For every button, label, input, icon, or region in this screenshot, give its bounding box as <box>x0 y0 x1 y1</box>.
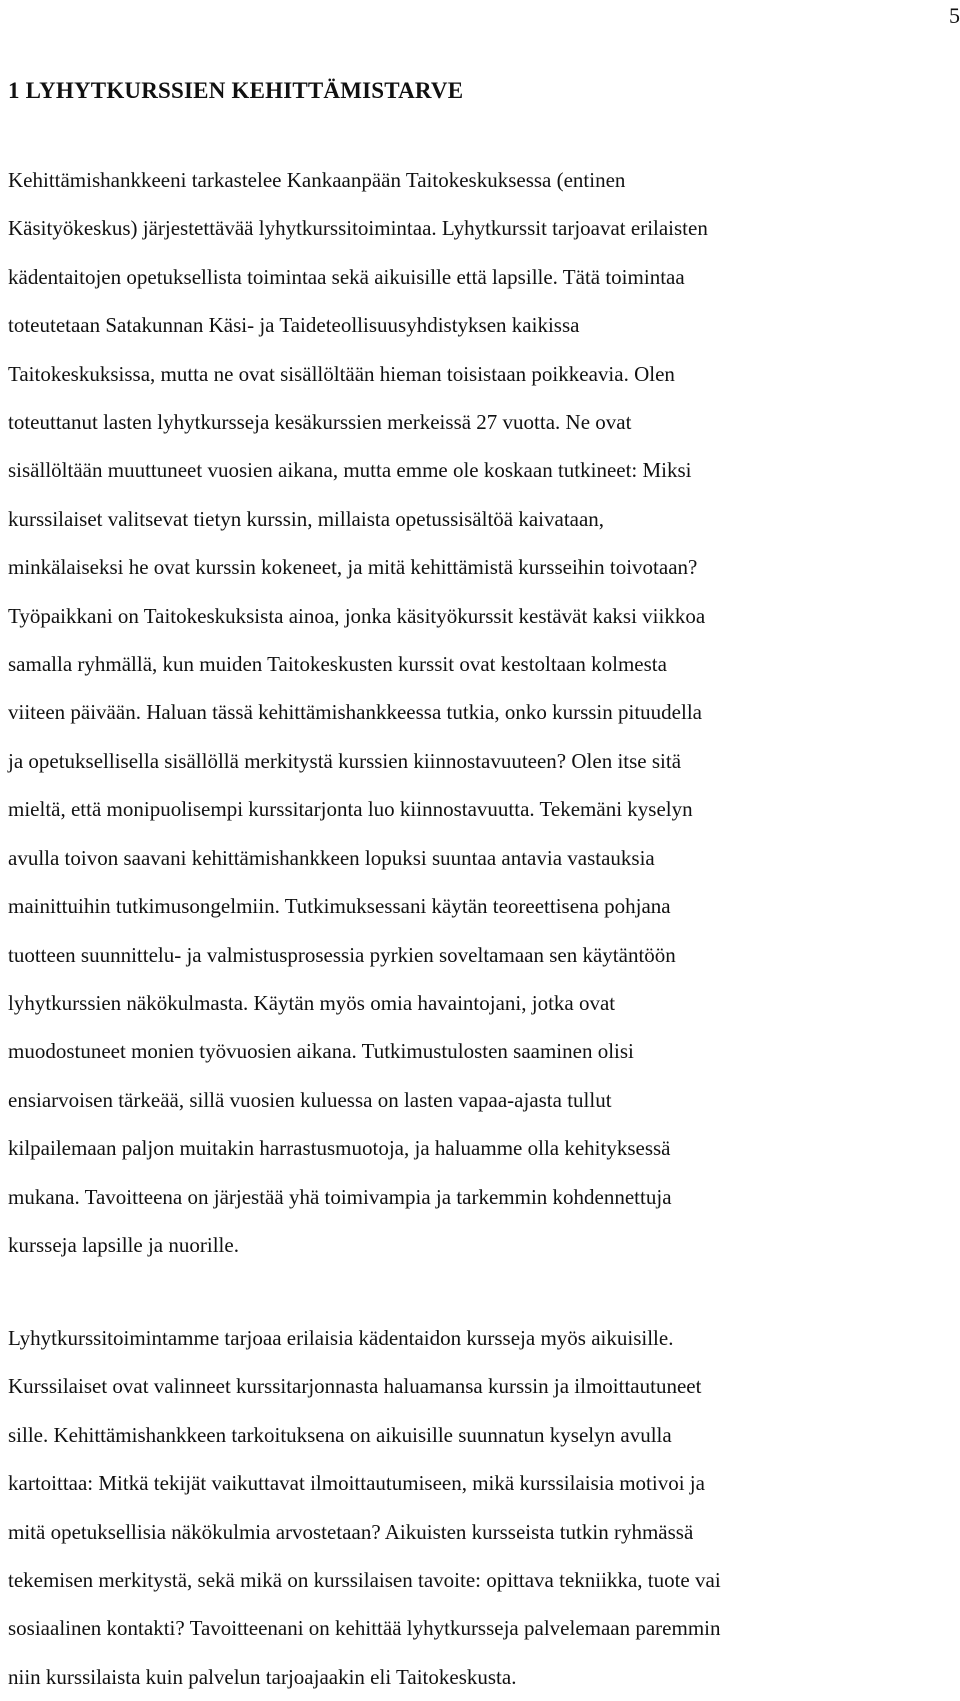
text-line: kursseja lapsille ja nuorille. <box>8 1232 239 1257</box>
text-line: ja opetuksellisella sisällöllä merkitystä kurssien kiinnostavuuteen? Olen itse sitä <box>8 748 682 773</box>
paragraph-1 <box>8 156 958 1269</box>
text-line: minkälaiseksi he ovat kurssin kokeneet, ja mitä kehittämistä kursseihin toivotaan? <box>8 555 698 580</box>
paragraph-2 <box>8 1314 958 1701</box>
text-line: kädentaitojen opetuksellista toimintaa sekä aikuisille että lapsille. Tätä toimintaa <box>8 264 685 289</box>
text-line: mieltä, että monipuolisempi kurssitarjonta luo kiinnostavuutta. Tekemäni kyselyn <box>8 797 693 822</box>
text-line: tuotteen suunnittelu- ja valmistusprosessia pyrkien soveltamaan sen käytäntöön <box>8 942 676 967</box>
page-number: 5 <box>949 3 960 28</box>
text-line: tekemisen merkitystä, sekä mikä on kurssilaisen tavoite: opittava tekniikka, tuote vai <box>8 1568 721 1593</box>
text-line: niin kurssilaista kuin palvelun tarjoajaakin eli Taitokeskusta. <box>8 1664 517 1689</box>
text-line: kartoittaa: Mitkä tekijät vaikuttavat ilmoittautumiseen, mikä kurssilaisia motivoi ja <box>8 1471 705 1496</box>
text-line: mitä opetuksellisia näkökulmia arvostetaan? Aikuisten kursseista tutkin ryhmässä <box>8 1519 694 1544</box>
text-line: sosiaalinen kontakti? Tavoitteenani on kehittää lyhytkursseja palvelemaan paremmin <box>8 1616 721 1641</box>
text-line: mainittuihin tutkimusongelmiin. Tutkimuksessani käytän teoreettisena pohjana <box>8 894 671 919</box>
text-line: ensiarvoisen tärkeää, sillä vuosien kuluessa on lasten vapaa-ajasta tullut <box>8 1087 612 1112</box>
section-heading: 1 LYHYTKURSSIEN KEHITTÄMISTARVE <box>8 78 464 103</box>
text-line: Lyhytkurssitoimintamme tarjoaa erilaisia kädentaidon kursseja myös aikuisille. <box>8 1326 674 1350</box>
text-line: Kurssilaiset ovat valinneet kurssitarjonnasta haluamansa kurssin ja ilmoittautuneet <box>8 1374 702 1399</box>
text-line: samalla ryhmällä, kun muiden Taitokeskusten kurssit ovat kestoltaan kolmesta <box>8 652 667 677</box>
text-line: sisällöltään muuttuneet vuosien aikana, mutta emme ole koskaan tutkineet: Miksi <box>8 458 692 483</box>
text-line: lyhytkurssien näkökulmasta. Käytän myös omia havaintojani, jotka ovat <box>8 990 616 1015</box>
text-line: kilpailemaan paljon muitakin harrastusmuotoja, ja haluamme olla kehityksessä <box>8 1136 671 1161</box>
text-line: toteuttanut lasten lyhytkursseja kesäkurssien merkeissä 27 vuotta. Ne ovat <box>8 410 632 435</box>
text-line: mukana. Tavoitteena on järjestää yhä toimivampia ja tarkemmin kohdennettuja <box>8 1184 672 1209</box>
text-line: kurssilaiset valitsevat tietyn kurssin, millaista opetussisältöä kaivataan, <box>8 506 605 531</box>
text-line: Työpaikkani on Taitokeskuksista ainoa, jonka käsityökurssit kestävät kaksi viikkoa <box>8 603 706 628</box>
text-line: avulla toivon saavani kehittämishankkeen lopuksi suuntaa antavia vastauksia <box>8 845 655 870</box>
text-line: sille. Kehittämishankkeen tarkoituksena on aikuisille suunnatun kyselyn avulla <box>8 1422 672 1447</box>
text-line: muodostuneet monien työvuosien aikana. Tutkimustulosten saaminen olisi <box>8 1039 634 1064</box>
text-line: toteutetaan Satakunnan Käsi- ja Taideteollisuusyhdistyksen kaikissa <box>8 313 580 338</box>
text-line: viiteen päivään. Haluan tässä kehittämishankkeessa tutkia, onko kurssin pituudella <box>8 700 702 725</box>
text-line: Käsityökeskus) järjestettävää lyhytkurssitoimintaa. Lyhytkurssit tarjoavat erilaisten <box>8 216 708 241</box>
text-line: Kehittämishankkeeni tarkastelee Kankaanpään Taitokeskuksessa (entinen <box>8 168 626 192</box>
text-line: Taitokeskuksissa, mutta ne ovat sisällöltään hieman toisistaan poikkeavia. Olen <box>8 361 675 386</box>
